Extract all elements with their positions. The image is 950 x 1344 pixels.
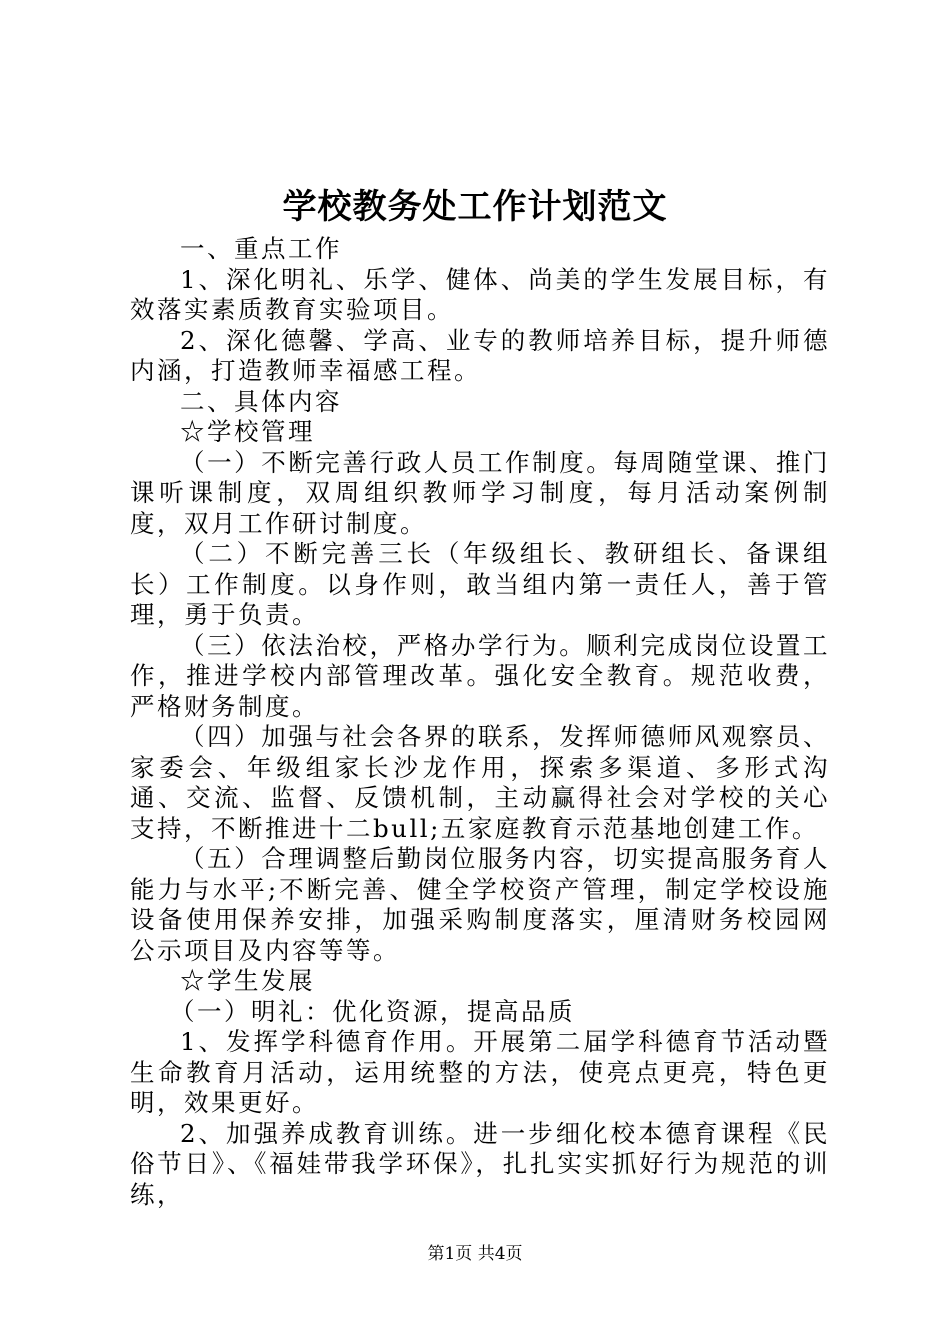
paragraph: （一）不断完善行政人员工作制度。每周随堂课、推门课听课制度，双周组织教师学习制度，每月活动案例制度，双月工作研讨制度。: [130, 447, 830, 538]
section-heading: 一、重点工作: [180, 234, 342, 263]
document-title: 学校教务处工作计划范文: [282, 187, 668, 227]
paragraph: （五）合理调整后勤岗位服务内容，切实提高服务育人能力与水平;不断完善、健全学校资产管理，制定学校设施设备使用保养安排，加强采购制度落实，厘清财务校园网公示项目及内容等等。: [130, 844, 830, 965]
paragraph: （二）不断完善三长（年级组长、教研组长、备课组长）工作制度。以身作则，敢当组内第一责任人，善于管理，勇于负责。: [130, 539, 830, 629]
document-body: [130, 234, 830, 1210]
paragraph: 2、加强养成教育训练。进一步细化校本德育课程《民俗节日》、《福娃带我学环保》，扎扎实实抓好行为规范的训练，: [130, 1118, 830, 1209]
page-footer: 第1页 共4页: [427, 1244, 523, 1264]
paragraph: 1、深化明礼、乐学、健体、尚美的学生发展目标，有效落实素质教育实验项目。: [130, 264, 830, 324]
paragraph: （三）依法治校，严格办学行为。顺利完成岗位设置工作，推进学校内部管理改革。强化安全教育。规范收费，严格财务制度。: [130, 630, 830, 721]
paragraph: 2、深化德馨、学高、业专的教师培养目标，提升师德内涵，打造教师幸福感工程。: [130, 325, 830, 385]
paragraph: 1、发挥学科德育作用。开展第二届学科德育节活动暨生命教育月活动，运用统整的方法，使亮点更亮，特色更明，效果更好。: [130, 1027, 830, 1117]
subsection-heading: ☆学校管理: [180, 417, 315, 446]
section-heading: 二、具体内容: [180, 386, 342, 416]
paragraph: （四）加强与社会各界的联系，发挥师德师风观察员、家委会、年级组家长沙龙作用，探索多渠道、多形式沟通、交流、监督、反馈机制，主动赢得社会对学校的关心支持，不断推进十二bull;五家庭教育示范基地创建工作。: [130, 722, 830, 843]
subsection-heading: ☆学生发展: [180, 966, 315, 995]
paragraph: （一）明礼：优化资源，提高品质: [170, 996, 575, 1026]
